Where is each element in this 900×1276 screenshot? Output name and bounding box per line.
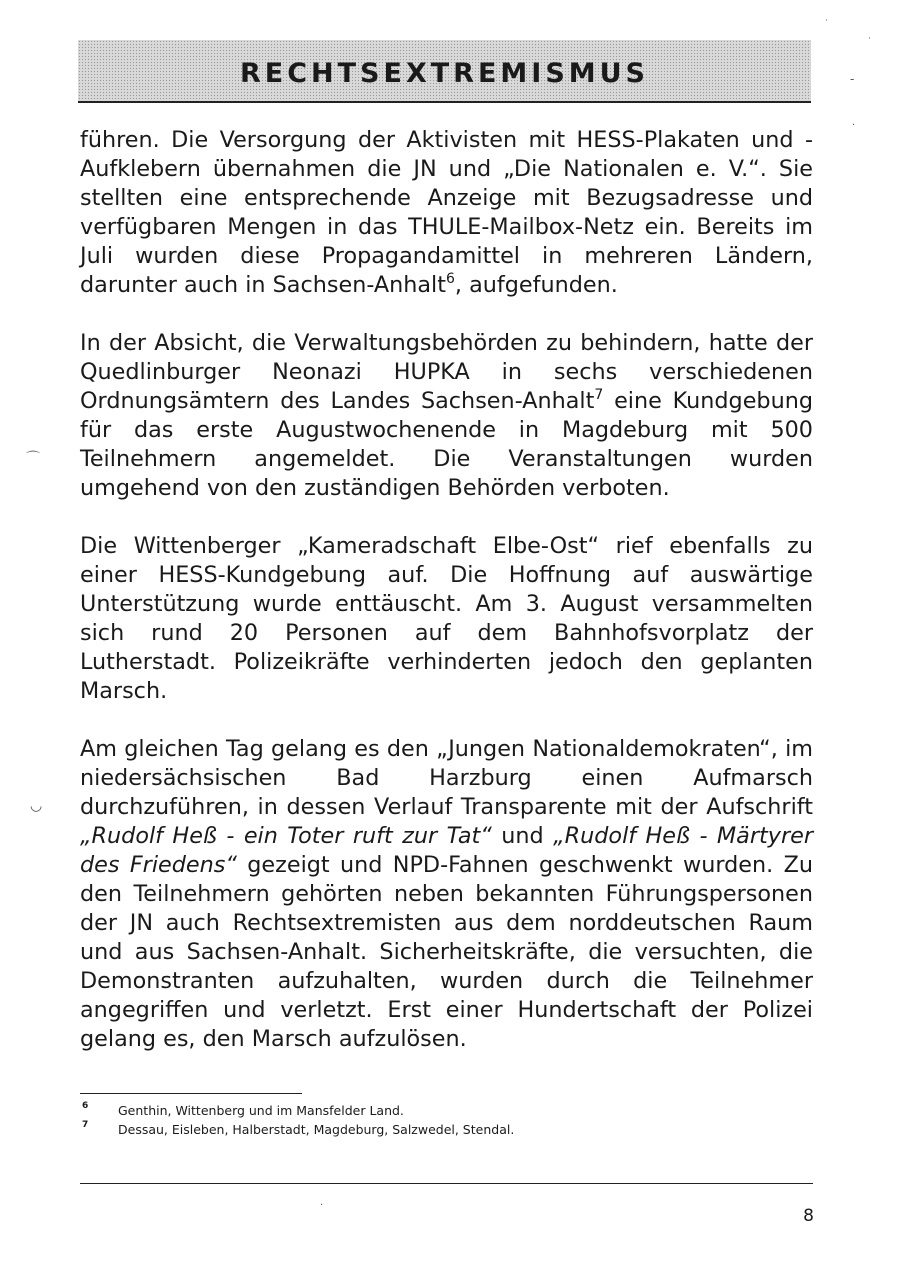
- footnote-number: 6: [82, 1101, 89, 1111]
- footnote-text: Dessau, Eisleben, Halberstadt, Magdeburg, Salzwedel, Stendal.: [118, 1122, 515, 1137]
- paragraph: [80, 126, 813, 300]
- quoted-slogan: „Rudolf Heß - ein Toter ruft zur Tat“: [80, 823, 492, 849]
- paragraph: [80, 329, 813, 503]
- footnote-text: Genthin, Wittenberg und im Mansfelder Land.: [118, 1103, 404, 1118]
- footnote-ref: 6: [446, 271, 455, 287]
- text-run: Am gleichen Tag gelang es den „Jungen Nationaldemokraten“, im niedersächsischen Bad Harzburg einen Aufmarsch durchzuführen, in dessen Verlauf Transparente mit der Aufschrift: [80, 736, 813, 820]
- quoted-slogan: „Rudolf Heß - Märtyrer des Friedens“: [80, 823, 813, 878]
- footnote-number: 7: [82, 1120, 89, 1130]
- paragraph: [80, 735, 813, 1054]
- scan-speck: ·: [868, 34, 871, 44]
- scan-speck: -: [850, 72, 855, 86]
- scan-speck: ◡: [30, 798, 43, 814]
- scan-speck: ·: [852, 120, 856, 131]
- page-header-title: RECHTSEXTREMISMUS: [239, 58, 650, 89]
- scan-speck: ·: [320, 1200, 324, 1211]
- footnote-rule: [80, 1093, 302, 1094]
- scan-speck: ·: [825, 16, 828, 26]
- text-run: In der Absicht, die Verwaltungsbehörden zu behindern, hatte der Quedlinburger Neonazi HUPKA in sechs verschiedenen Ordnungsämtern des Landes Sachsen-Anhalt: [80, 330, 813, 414]
- footnote: [80, 1120, 780, 1139]
- footnote: [80, 1101, 780, 1120]
- footnote-ref: 7: [594, 387, 604, 403]
- text-run: führen. Die Versorgung der Aktivisten mit HESS-Plakaten und - Aufklebern übernahmen die JN und „Die Nationalen e. V.“. Sie stellten eine entsprechende Anzeige mit Bezugsadresse und verfügbaren Mengen in das THULE-Mailbox-Netz ein. Bereits im Juli wurden diese Propagandamittel in mehreren Ländern, darunter auch in Sachsen-Anhalt: [80, 127, 813, 298]
- text-run: , aufgefunden.: [454, 272, 618, 298]
- text-run: gezeigt und NPD-Fahnen geschwenkt wurden. Zu den Teilnehmern gehörten neben bekannten Führungspersonen der JN auch Rechtsextremisten aus dem norddeutschen Raum und aus Sachsen-Anhalt. Sicherheitskräfte, die versuchten, die Demonstranten aufzuhalten, wurden durch die Teilnehmer angegriffen und verletzt. Erst einer Hundertschaft der Polizei gelang es, den Marsch aufzulösen.: [80, 852, 813, 1052]
- bottom-rule: [80, 1183, 813, 1184]
- body-text: [80, 126, 813, 1054]
- text-run: Die Wittenberger „Kameradschaft Elbe-Ost“ rief ebenfalls zu einer HESS-Kundgebung auf. Die Hoffnung auf auswärtige Unterstützung wurde enttäuscht. Am 3. August versammelten sich rund 20 Personen auf dem Bahnhofsvorplatz der Lutherstadt. Polizeikräfte verhinderten jedoch den geplanten Marsch.: [80, 533, 813, 704]
- footnotes: [80, 1101, 780, 1139]
- text-run: und: [491, 823, 554, 849]
- paragraph: [80, 532, 813, 706]
- text-run: eine Kundgebung für das erste Augustwochenende in Magdeburg mit 500 Teilnehmern angemeldet. Die Veranstaltungen wurden umgehend von den zuständigen Behörden verboten.: [80, 388, 813, 501]
- scan-speck: ⌒: [26, 451, 40, 467]
- page-number: 8: [803, 1206, 814, 1226]
- header-rule: [78, 101, 811, 103]
